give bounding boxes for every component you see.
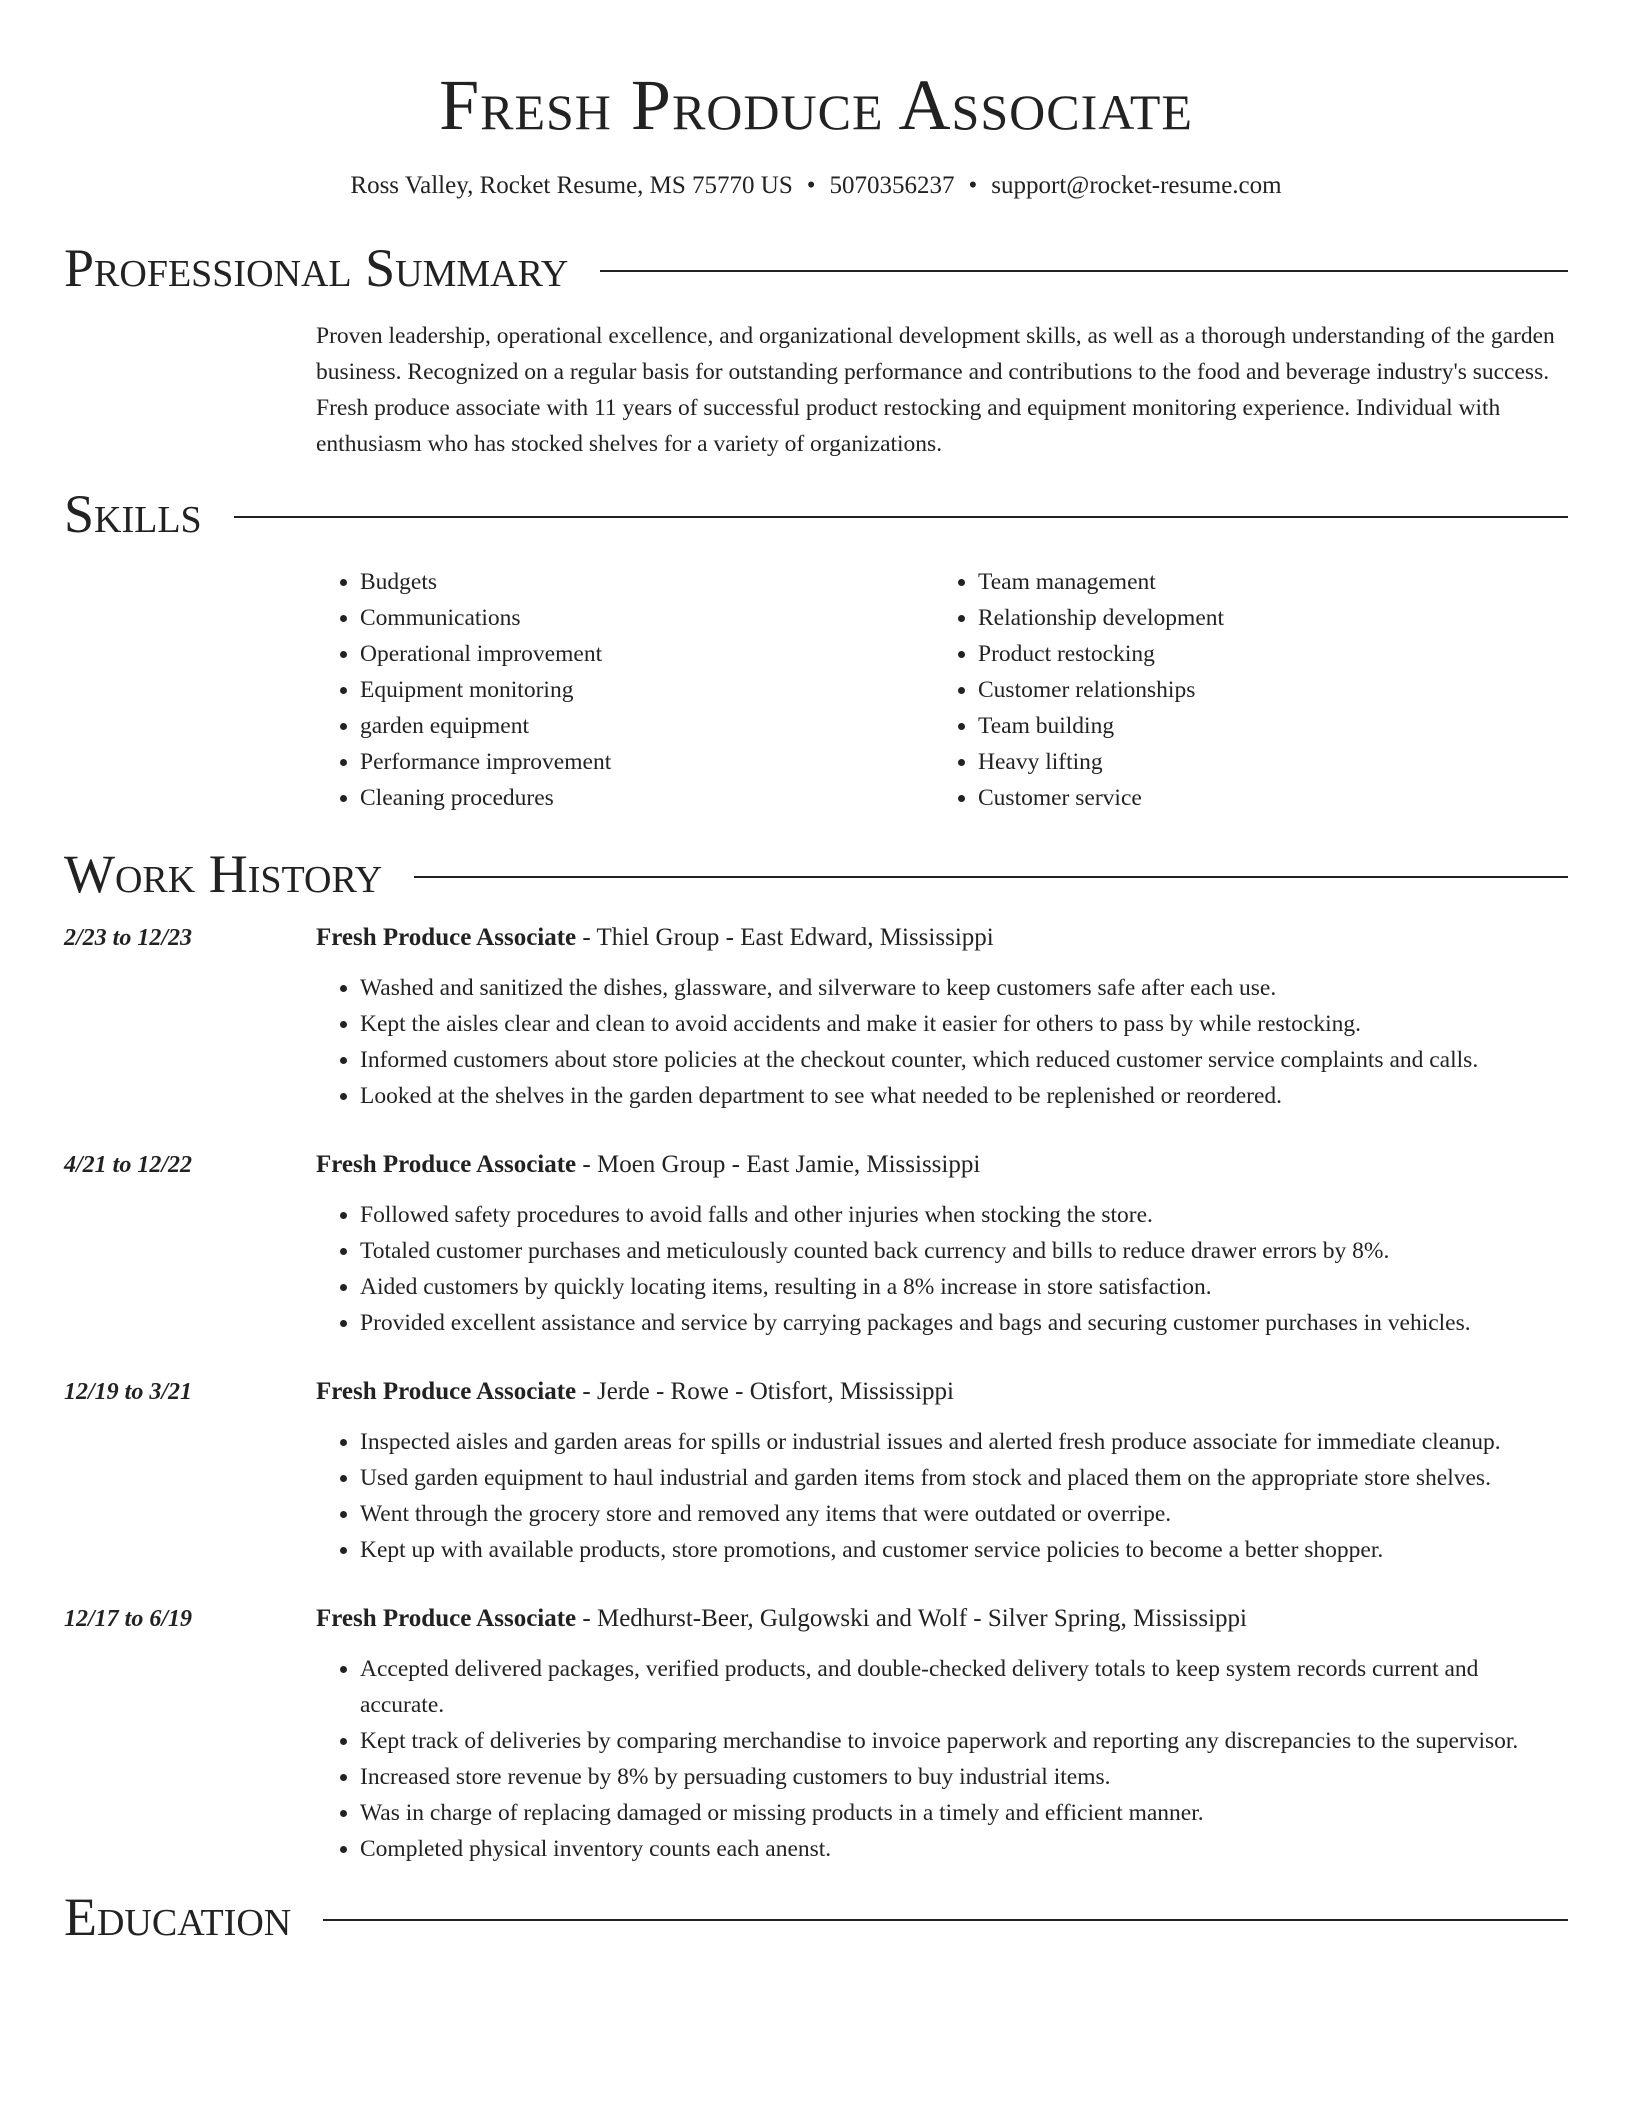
job-employer: - Thiel Group - East Edward, Mississippi (576, 924, 994, 951)
job-bullet: • Looked at the shelves in the garden department to see what needed to be replenished or reordered. (360, 1078, 1568, 1114)
job-bullet: • Kept up with available products, store promotions, and customer service policies to become a better shopper. (360, 1532, 1568, 1568)
section-divider (234, 516, 1568, 518)
work-header (64, 838, 1568, 910)
job-bullet: • Kept track of deliveries by comparing merchandise to invoice paperwork and reporting any discrepancies to the supervisor. (360, 1723, 1568, 1759)
skill-item: • Product restocking (978, 636, 1552, 672)
job-bullet: • Was in charge of replacing damaged or missing products in a timely and efficient manner. (360, 1795, 1568, 1831)
contact-address: Ross Valley, Rocket Resume, MS 75770 US (350, 172, 793, 199)
job-bullet: • Provided excellent assistance and service by carrying packages and bags and securing customer purchases in vehicles. (360, 1305, 1568, 1341)
job-bullet: • Informed customers about store policies at the checkout counter, which reduced customer service complaints and calls. (360, 1042, 1568, 1078)
section-divider (600, 270, 1568, 272)
skill-item: • Team building (978, 708, 1552, 744)
job-bullet: • Washed and sanitized the dishes, glassware, and silverware to keep customers safe after each use. (360, 970, 1568, 1006)
skill-item: • Team management (978, 564, 1552, 600)
job-entry (64, 1601, 1568, 1867)
skill-item: • Budgets (360, 564, 934, 600)
job-bullet: • Followed safety procedures to avoid falls and other injuries when stocking the store. (360, 1197, 1568, 1233)
job-heading (316, 920, 1568, 956)
job-employer: - Medhurst-Beer, Gulgowski and Wolf - Silver Spring, Mississippi (576, 1605, 1247, 1632)
job-bullet: • Totaled customer purchases and meticulously counted back currency and bills to reduce drawer errors by 8%. (360, 1233, 1568, 1269)
job-bullets (316, 1197, 1568, 1341)
skills-right-list (934, 564, 1552, 816)
job-bullet: • Completed physical inventory counts each anenst. (360, 1831, 1568, 1867)
job-bullet: • Used garden equipment to haul industrial and garden items from stock and placed them on the appropriate store shelves. (360, 1460, 1568, 1496)
job-title: Fresh Produce Associate (316, 1378, 577, 1405)
job-dates: 4/21 to 12/22 (64, 1152, 193, 1178)
skill-item: • Customer relationships (978, 672, 1552, 708)
job-employer: - Jerde - Rowe - Otisfort, Mississippi (576, 1378, 954, 1405)
job-bullets (316, 970, 1568, 1114)
summary-text: Proven leadership, operational excellence, and organizational development skills, as well as a thorough understanding of the garden business. Recognized on a regular basis for outstanding performance and contributions to the food and beverage industry's success. Fresh produce associate with 11 years of successful product restocking and equipment monitoring experience. Individual with enthusiasm who has stocked shelves for a variety of organizations. (316, 323, 1555, 457)
work-section (64, 838, 1568, 1867)
job-entry (64, 1147, 1568, 1341)
job-bullet: • Accepted delivered packages, verified products, and double-checked delivery totals to keep system records current and accurate. (360, 1651, 1568, 1723)
skill-item: • Heavy lifting (978, 744, 1552, 780)
contact-line (64, 170, 1568, 202)
job-bullet: • Increased store revenue by 8% by persuading customers to buy industrial items. (360, 1759, 1568, 1795)
education-header (64, 1881, 1568, 1953)
job-title: Fresh Produce Associate (316, 924, 577, 951)
summary-section (64, 232, 1568, 462)
skill-item: • garden equipment (360, 708, 934, 744)
job-entry (64, 1374, 1568, 1568)
job-bullet: • Kept the aisles clear and clean to avoid accidents and make it easier for others to pass by while restocking. (360, 1006, 1568, 1042)
job-heading (316, 1601, 1568, 1637)
job-title: Fresh Produce Associate (316, 1605, 577, 1632)
education-heading: Education (64, 1887, 292, 1947)
skill-item: • Equipment monitoring (360, 672, 934, 708)
job-dates: 12/17 to 6/19 (64, 1606, 193, 1632)
skills-heading: Skills (64, 484, 202, 544)
job-bullet: • Inspected aisles and garden areas for spills or industrial issues and alerted fresh produce associate for immediate cleanup. (360, 1424, 1568, 1460)
contact-separator: • (806, 172, 816, 199)
job-entry (64, 920, 1568, 1114)
skill-item: • Communications (360, 600, 934, 636)
job-heading (316, 1147, 1568, 1183)
job-heading (316, 1374, 1568, 1410)
skills-columns (316, 564, 1568, 816)
skills-header (64, 478, 1568, 550)
job-employer: - Moen Group - East Jamie, Mississippi (576, 1151, 981, 1178)
section-divider (323, 1919, 1568, 1921)
skill-item: • Relationship development (978, 600, 1552, 636)
contact-phone: 5070356237 (829, 172, 955, 199)
job-bullet: • Aided customers by quickly locating items, resulting in a 8% increase in store satisfaction. (360, 1269, 1568, 1305)
resume-title: Fresh Produce Associate (439, 65, 1193, 145)
summary-heading: Professional Summary (64, 238, 569, 298)
skill-item: • Performance improvement (360, 744, 934, 780)
job-bullets (316, 1651, 1568, 1867)
skill-item: • Customer service (978, 780, 1552, 816)
skill-item: • Cleaning procedures (360, 780, 934, 816)
contact-separator: • (968, 172, 978, 199)
skills-section (64, 478, 1568, 816)
education-section (64, 1881, 1568, 1953)
skill-item: • Operational improvement (360, 636, 934, 672)
work-heading: Work History (64, 844, 383, 904)
job-bullets (316, 1424, 1568, 1568)
skills-left-list (316, 564, 934, 816)
job-dates: 12/19 to 3/21 (64, 1379, 193, 1405)
section-divider (414, 876, 1568, 878)
summary-header (64, 232, 1568, 304)
job-bullet: • Went through the grocery store and removed any items that were outdated or overripe. (360, 1496, 1568, 1532)
job-dates: 2/23 to 12/23 (64, 925, 193, 951)
contact-email[interactable]: support@rocket-resume.com (991, 172, 1282, 199)
job-title: Fresh Produce Associate (316, 1151, 577, 1178)
